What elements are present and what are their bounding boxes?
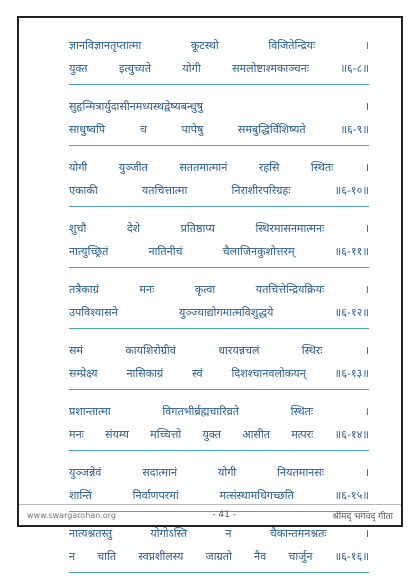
verse-word: समलोष्टाश्मकाञ्चनः (232, 62, 309, 75)
verse-line (69, 522, 369, 545)
verse-word: नात्यश्नतस्तु (69, 527, 113, 540)
verse-word: ॥६-९॥ (340, 123, 369, 136)
book-title: श्रीमद् भगवद् गीता (332, 511, 393, 522)
page-footer (19, 504, 401, 525)
verse-word: स्वं (192, 367, 203, 380)
verse-block (69, 34, 369, 85)
verse-word: मच्चित्तो (150, 428, 182, 441)
verse-word: । (364, 283, 369, 296)
verse-line (69, 339, 369, 362)
verse-word: दिशश्चानवलोकयन् (231, 367, 306, 380)
verse-word: स्थितः (310, 161, 334, 174)
verse-word: नात्युच्छ्रितं (69, 245, 109, 258)
verse-word: न (225, 527, 232, 540)
verse-block (69, 278, 369, 329)
verse-word: मनः (139, 283, 155, 296)
verse-line (69, 57, 369, 80)
verse-word: जाग्रतो (205, 550, 232, 563)
verse-word: विगतभीर्ब्रह्मचारिव्रते (162, 405, 239, 418)
verse-word: ॥६-१२॥ (334, 306, 369, 319)
verse-word: नियतमानसः (277, 466, 324, 479)
page-number: - 41 - (212, 510, 236, 520)
verse-word: स्वप्नशीलस्य (138, 550, 184, 563)
verse-word: नासिकाग्रं (126, 367, 164, 380)
verse-line (69, 545, 369, 568)
verse-word: स्थिरमासनमात्मनः (255, 222, 325, 235)
verse-word: ॥६-१०॥ (334, 184, 369, 197)
verse-word: यतचित्तेन्द्रियक्रियः (255, 283, 325, 296)
verse-word: कूटस्थो (190, 39, 219, 52)
verse-word: न (69, 550, 76, 563)
verse-word: नैव (254, 550, 267, 563)
verse-word: समबुद्धिर्विशिष्यते (237, 123, 306, 136)
verse-word: । (364, 222, 369, 235)
verse-word: शुचौ (69, 222, 87, 235)
verse-word: ॥६-१३॥ (334, 367, 369, 380)
verse-word: ॥६-१५॥ (334, 489, 369, 502)
verse-word: रहसि (258, 161, 280, 174)
verse-word: समं (69, 344, 84, 357)
verse-word: इत्युच्यते (118, 62, 151, 75)
verse-block (69, 217, 369, 268)
verse-word: सदात्मानं (142, 466, 178, 479)
verse-word: स्थिरः (301, 344, 323, 357)
verse-word: निर्वाणपरमां (132, 489, 179, 502)
verse-word: । (364, 527, 369, 540)
verse-word: कायशिरोग्रीवं (125, 344, 176, 357)
verse-word: सुहृन्मित्रार्युदासीनमध्यस्थद्वेष्यबन्धुषु (69, 100, 204, 113)
verse-word: चाति (97, 550, 117, 563)
verse-line (69, 400, 369, 423)
verse-word: कृत्वा (194, 283, 216, 296)
verse-line (69, 362, 369, 385)
verse-word: उपविश्यासने (69, 306, 118, 319)
verse-word: ॥६-१६॥ (334, 550, 369, 563)
verse-word: ॥६-११॥ (334, 245, 369, 258)
verse-word: । (364, 100, 369, 113)
verse-word: यतचित्तात्मा (141, 184, 188, 197)
verse-word: प्रशान्तात्मा (69, 405, 111, 418)
verse-word: ॥६-१४॥ (334, 428, 369, 441)
verse-word: देशे (126, 222, 141, 235)
verse-word: योगी (182, 62, 201, 75)
verse-word: मत्संस्थामधिगच्छति (219, 489, 294, 502)
website-url: www.swargarohan.org (27, 510, 116, 520)
verse-word: चैकान्तमनश्नतः (269, 527, 327, 540)
verse-word: च (139, 123, 147, 136)
verse-word: धारयन्नचलं (218, 344, 260, 357)
verse-word: योगी (217, 466, 237, 479)
verse-word: । (364, 39, 369, 52)
verse-word: पापेषु (181, 123, 204, 136)
verse-block (69, 400, 369, 451)
verse-word: साधुष्वपि (69, 123, 106, 136)
verse-word: युञ्ज्याद्योगमात्मविशुद्धये (178, 306, 274, 319)
verse-list (69, 34, 369, 583)
verse-word: मनः (69, 428, 84, 441)
verse-word: चार्जुन (288, 550, 313, 563)
verse-word: । (364, 466, 369, 479)
verse-block (69, 95, 369, 146)
verse-word: शान्तिं (69, 489, 92, 502)
verse-word: प्रतिष्ठाप्य (180, 222, 216, 235)
verse-line (69, 34, 369, 57)
verse-block (69, 522, 369, 573)
verse-word: नातिनीचं (148, 245, 183, 258)
verse-word: ज्ञानविज्ञानतृप्तात्मा (69, 39, 142, 52)
verse-line (69, 278, 369, 301)
verse-line (69, 217, 369, 240)
verse-word: संयम्य (105, 428, 129, 441)
verse-word: मत्परः (291, 428, 314, 441)
verse-line (69, 179, 369, 202)
verse-word: युक्त (69, 62, 88, 75)
verse-word: युञ्जीत (118, 161, 148, 174)
verse-word: सम्प्रेक्ष्य (69, 367, 98, 380)
verse-line (69, 461, 369, 484)
document-page (17, 16, 403, 563)
verse-word: युञ्जन्नेवं (69, 466, 102, 479)
verse-word: योगी (69, 161, 88, 174)
verse-word: विजितेन्द्रियः (268, 39, 316, 52)
verse-block (69, 156, 369, 207)
verse-line (69, 301, 369, 324)
verse-word: स्थितः (290, 405, 314, 418)
verse-line (69, 156, 369, 179)
verse-word: युक्त (202, 428, 221, 441)
verse-word: तत्रैकाग्रं (69, 283, 99, 296)
verse-word: । (364, 161, 369, 174)
verse-word: चैलाजिनकुशोत्तरम् (222, 245, 295, 258)
verse-line (69, 118, 369, 141)
verse-line (69, 423, 369, 446)
verse-word: ॥६-८॥ (340, 62, 369, 75)
verse-word: निराशीरपरिग्रहः (231, 184, 291, 197)
verse-word: । (364, 344, 369, 357)
verse-line (69, 95, 369, 118)
verse-block (69, 339, 369, 390)
verse-line (69, 240, 369, 263)
verse-word: । (364, 405, 369, 418)
verse-word: सततमात्मानं (179, 161, 228, 174)
verse-word: आसीत (242, 428, 270, 441)
verse-word: एकाकी (69, 184, 98, 197)
verse-word: योगोऽस्ति (150, 527, 188, 540)
